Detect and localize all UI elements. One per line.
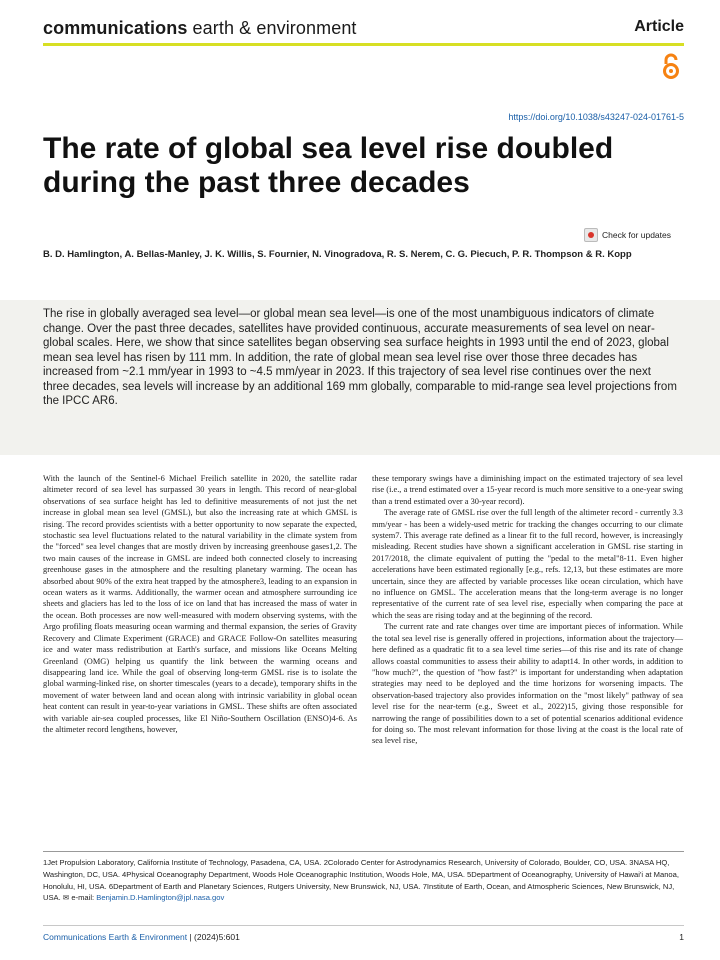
journal-name-rest: earth & environment — [187, 18, 357, 38]
body-paragraph: these temporary swings have a diminishing impact on the estimated trajectory of sea level rise (i.e., a trend estimated over a 15-year record is much more sensitive to a one-year swing than a trend estimated over a 30-year record). — [372, 474, 683, 506]
body-column-right — [372, 473, 683, 747]
author-list[interactable]: B. D. Hamlington, A. Bellas-Manley, J. K. Willis, S. Fournier, N. Vinogradova, R. S. Nerem, C. G. Piecuch, P. R. Thompson & R. Kopp — [43, 249, 632, 260]
email-link[interactable]: Benjamin.D.Hamlington@jpl.nasa.gov — [96, 893, 225, 903]
footer-divider — [43, 925, 684, 926]
journal-name-bold: communications — [43, 18, 188, 38]
article-title: The rate of global sea level rise doubled during the past three decades — [43, 132, 614, 199]
footnote-divider — [43, 851, 684, 852]
journal-name — [43, 18, 357, 39]
footer-citation — [43, 932, 240, 942]
article-type-label: Article — [634, 18, 684, 35]
abstract: The rise in globally averaged sea level—or global mean sea level—is one of the most unambiguous indicators of climate change. Over the past three decades, satellites have provided continuous, accurate measurements of sea level on near-global scales. Here, we show that since satellites began observing sea surface heights in 1993 until the end of 2023, global mean sea level has risen by 111 mm. In addition, the rate of global mean sea level rise over those three decades has increased from ~2.1 mm/year in 1993 to ~4.5 mm/year in 2023. If this trajectory of sea level rise continues over the next three decades, sea levels will increase by an additional 169 mm globally, comparable to mid-range sea level projections from the IPCC AR6. — [43, 308, 677, 407]
body-paragraph: With the launch of the Sentinel-6 Michael Freilich satellite in 2020, the satellite radar altimeter record of sea level has surpassed 30 years in length. This record of near-global observations of sea surface height has led to definitive measurements of not just the net increase in global mean sea level (GMSL), but also the increasing rate at which GMSL is rising. The record provides scientists with a better opportunity to now separate the expected, stochastic sea level fluctuations related to the natural variability in the climate system from the "forced" sea level changes that are mostly driven by increasing greenhouse gases1,2. The two main causes of the increase in GMSL are indeed both connected closely to increasing greenhouse gases in the atmosphere and the resulting planetary warming. The ocean has absorbed about 90% of the extra heat trapped by the atmosphere3, leading to an expansion in ocean waters as it warms. Additionally, the warmer ocean and atmosphere surrounding ice sheets and glaciers has led to the loss of ice on land that has increased the mass of water in the ocean. Both processes are now well-measured with modern observing systems, with the Argo profiling floats measuring ocean warming and thermal expansion, the series of Gravity Recovery and Climate Experiment (GRACE) and GRACE Follow-On satellites measuring ice and water mass redistribution at Earth's surface, and missions like Oceans Melting Greenland (OMG) helping us quantify the link between the warming oceans and disappearing land ice. While the goal of observing long-term GMSL rise is to isolate the global warming-linked rise, on shorter timescales (years to a decade), temporary shifts in the movement of water between land and ocean along with intrinsic variability in global ocean heat content can result in year-to-year variations in GMSL. These shifts are often associated with variable air-sea coupled processes, like El Niño-Southern Oscillation (ENSO)4-6. As the altimeter record lengthens, however, — [43, 474, 357, 734]
check-updates-icon — [584, 228, 598, 242]
affiliations — [43, 857, 684, 904]
check-updates-button[interactable] — [584, 228, 671, 242]
footer-journal-link[interactable]: Communications Earth & Environment — [43, 932, 188, 942]
email-icon: ✉ — [62, 893, 70, 903]
email-label: e-mail: — [71, 893, 95, 903]
footer-volume: | (2024)5:601 — [187, 932, 240, 942]
body-column-left — [43, 473, 357, 735]
body-paragraph: The current rate and rate changes over time are important pieces of information. While the total sea level rise is generally offered in projections, information about the trajectory—here defined as a quadratic fit to a sea level time series—of this rise and its rate of change allows coastal communities to assess their ability to adapt14. In other words, in addition to "how much?", the question of "how fast?" is important for understanding when adaptation strategies may need to be deployed and the time horizons for worsening impacts. The observation-based trajectory also provides information on the "most likely" pathway of sea level rise for the near-term (e.g., Sweet et al., 2022)15, giving those responsible for narrowing the range of possibilities down to a set of potential scenarios additional evidence for doing so. The most relevant information for those living at the coast is the local rate of sea level rise, — [372, 622, 683, 746]
doi-link[interactable]: https://doi.org/10.1038/s43247-024-01761-5 — [508, 112, 684, 122]
open-access-icon[interactable] — [661, 52, 681, 80]
header-rule — [43, 43, 684, 46]
body-paragraph: The average rate of GMSL rise over the full length of the altimeter record - currently 3.3 mm/year - has been a widely-used metric for tracking the changes occurring to our climate system7. This average rate defined as a linear fit to the full record, however, is increasingly misleading. Recent studies have shown a significant acceleration in GMSL rise starting in 2017/2018, the climate equivalent of putting the "pedal to the metal"8-11. Even higher accelerations have been estimated regionally [e.g., refs. 12,13, but these estimates are more uncertain, since they are affected by variable processes like ocean circulation, which have no influence on GMSL. The acceleration means that the long-term average is no longer representative of the current rate of sea level rise, especially when comparing the pace at which the seas are rising today and at the beginning of the record. — [372, 508, 683, 620]
page-number: 1 — [679, 932, 684, 942]
affiliations-text: 1Jet Propulsion Laboratory, California Institute of Technology, Pasadena, CA, USA. 2Colorado Center for Astrodynamics Research, University of Colorado, Boulder, CO, USA. 3NASA HQ, Washington, DC, USA. 4Physical Oceanography Department, Woods Hole Oceanographic Institution, Woods Hole, MA, USA. 5Department of Oceanography, University of Hawai'i at Manoa, Honolulu, HI, USA. 6Department of Earth and Planetary Sciences, Rutgers University, New Brunswick, NJ, USA. 7Institute of Earth, Ocean, and Atmospheric Sciences, New Brunswick, NJ, USA. — [43, 858, 679, 903]
check-updates-label: Check for updates — [602, 230, 671, 240]
